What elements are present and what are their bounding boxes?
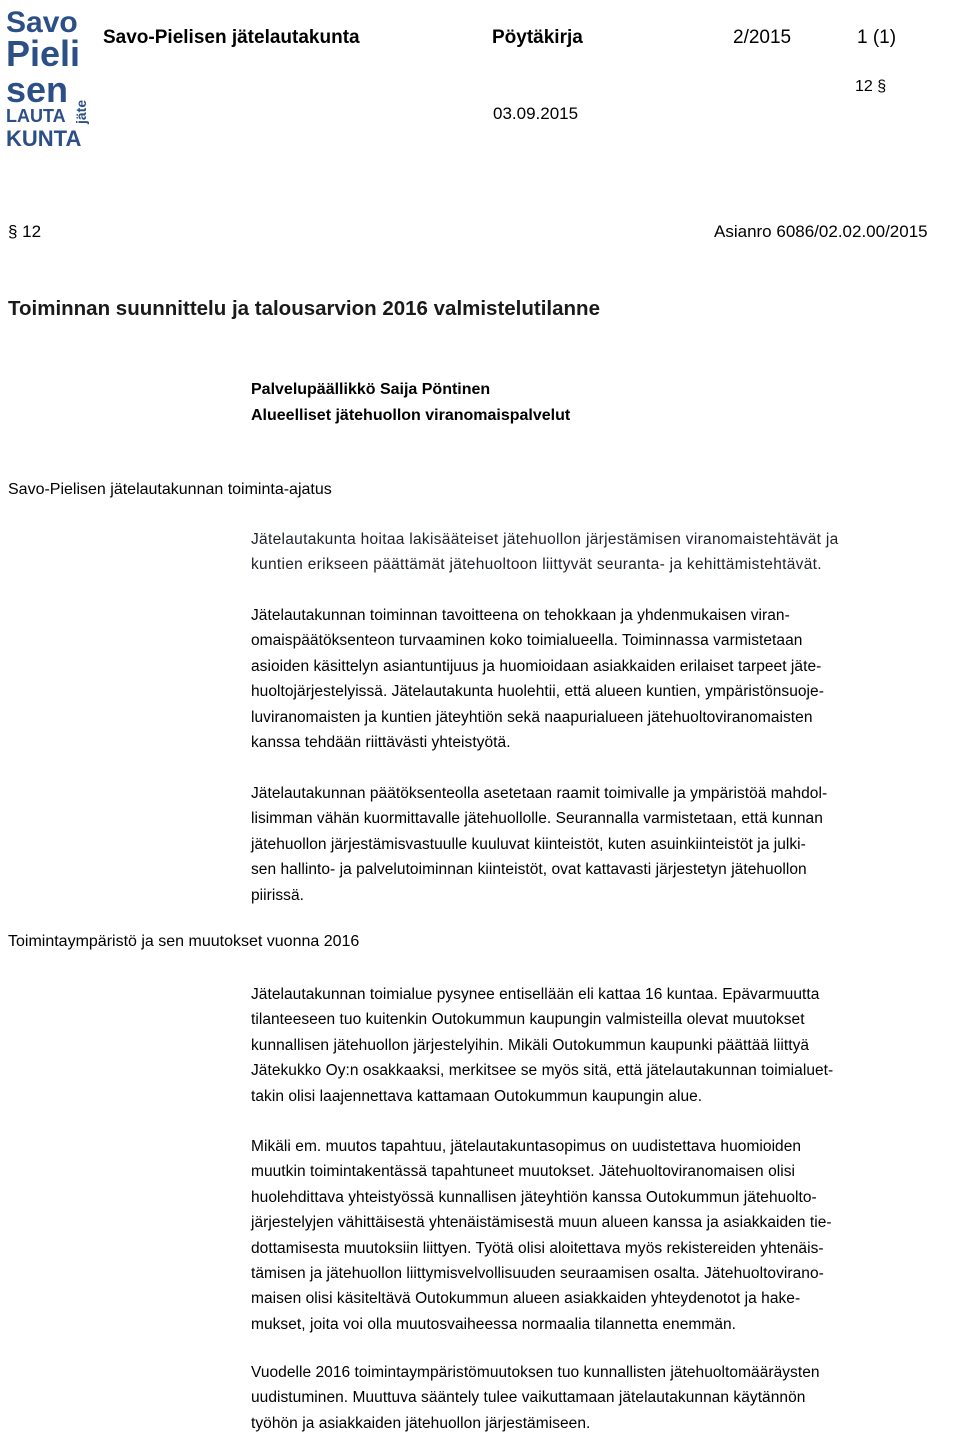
text-line: mukset, joita voi olla muutosvaiheessa normaalia tilannetta enemmän. xyxy=(251,1315,737,1333)
paragraph-mission-1 xyxy=(251,527,957,578)
text-line: kunnallisen jätehuollon järjestelyihin. Mikäli Outokummun kaupunki päättää liittyä xyxy=(251,1036,810,1054)
presenter-unit: Alueelliset jätehuollon viranomaispalvelut xyxy=(251,407,571,424)
text-line: muutkin toimintakentässä tapahtuneet muutokset. Jätehuoltoviranomaisen olisi xyxy=(251,1163,796,1181)
header-doc-type: Pöytäkirja xyxy=(492,27,583,48)
text-line: Jätelautakunnan päätöksenteolla asetetaan raamit toimivalle ja ympäristöä mahdol- xyxy=(251,785,828,802)
paragraph-environment-1 xyxy=(251,982,957,1109)
text-line: Jätekukko Oy:n osakkaaksi, merkitsee se myös sitä, että jätelautakunnan toimialuet- xyxy=(251,1062,834,1080)
text-line: kuntien erikseen päättämät jätehuoltoon liittyvät seuranta- ja kehittämistehtävät. xyxy=(251,556,822,574)
text-line: luviranomaisten ja kuntien jäteyhtiön sekä naapurialueen jätehuoltoviranomaisten xyxy=(251,708,813,726)
paragraph-mission-2 xyxy=(251,603,957,755)
text-line: sen hallinto- ja palvelutoiminnan kiinteistöt, ovat kattavasti järjestetyn jätehuollon xyxy=(251,861,807,879)
text-line: takin olisi laajennettava kattamaan Outokummun kaupungin alue. xyxy=(251,1087,703,1105)
text-line: tämisen ja jätehuollon liittymisvelvollisuuden seuraamisen osalta. Jätehuoltovirano- xyxy=(251,1265,824,1283)
logo-text-kunta: KUNTA xyxy=(6,126,82,148)
heading-mission: Savo-Pielisen jätelautakunnan toiminta-ajatus xyxy=(8,481,332,498)
header-doc-number: 2/2015 xyxy=(733,27,792,48)
text-line: Jätelautakunta hoitaa lakisääteiset jätehuollon järjestämisen viranomaistehtävät ja xyxy=(251,531,839,548)
text-line: omaispäätöksenteon turvaaminen koko toimialueella. Toiminnassa varmistetaan xyxy=(251,632,803,650)
heading-environment: Toimintaympäristö ja sen muutokset vuonna 2016 xyxy=(8,933,360,950)
header-section-number: 12 § xyxy=(855,78,887,95)
section-title: Toiminnan suunnittelu ja talousarvion 2016 valmistelutilanne xyxy=(8,297,600,320)
text-line: tilanteeseen tuo kuitenkin Outokummun kaupungin valmisteilla olevat muutokset xyxy=(251,1011,805,1029)
case-number: Asianro 6086/02.02.00/2015 xyxy=(714,222,928,241)
paragraph-environment-3 xyxy=(251,1360,957,1436)
logo-text-pieli: Pieli xyxy=(6,33,81,74)
text-line: Jätelautakunnan toimialue pysynee entisellään eli kattaa 16 kuntaa. Epävarmuutta xyxy=(251,986,820,1003)
text-line: lisimman vähän kuormittavalle jätehuollolle. Seurannalla varmistetaan, että kunnan xyxy=(251,810,823,828)
header-page: 1 (1) xyxy=(857,27,897,48)
logo-text-sen: sen xyxy=(6,69,69,110)
paragraph-environment-2 xyxy=(251,1134,957,1337)
text-line: Jätelautakunnan toiminnan tavoitteena on tehokkaan ja yhdenmukaisen viran- xyxy=(251,607,790,624)
section-number: § 12 xyxy=(8,222,42,241)
text-line: järjestelyjen vähittäisestä yhtenäistämisestä muun alueen kanssa ja asiakkaiden tie- xyxy=(251,1214,832,1232)
header-organization: Savo-Pielisen jätelautakunta xyxy=(103,27,360,48)
text-line: huolehdittava yhteistyössä kunnallisen jäteyhtiön kanssa Outokummun jätehuolto- xyxy=(251,1188,817,1206)
text-line: Mikäli em. muutos tapahtuu, jätelautakuntasopimus on uudistettava huomioiden xyxy=(251,1138,802,1155)
text-line: piirissä. xyxy=(251,886,304,904)
paragraph-mission-3 xyxy=(251,781,957,908)
text-line: työhön ja asiakkaiden jätehuollon järjestämiseen. xyxy=(251,1414,591,1432)
logo-text-lauta: LAUTA xyxy=(6,106,66,126)
text-line: Vuodelle 2016 toimintaympäristömuutoksen tuo kunnallisten jätehuoltomääräysten xyxy=(251,1364,820,1381)
text-line: uudistuminen. Muuttuva sääntely tulee vaikuttamaan jätelautakunnan käytännön xyxy=(251,1389,806,1407)
logo-text-savo: Savo xyxy=(6,6,78,39)
header-date: 03.09.2015 xyxy=(493,104,579,123)
logo-text-jate: jäte xyxy=(73,99,89,124)
presenter-name: Palvelupäällikkö Saija Pöntinen xyxy=(251,381,491,398)
text-line: jätehuollon järjestämisvastuulle kuuluvat kiinteistöt, kuten asuinkiinteistöt ja julki- xyxy=(251,835,806,853)
organization-logo xyxy=(6,6,90,148)
text-line: huoltojärjestelyissä. Jätelautakunta huolehtii, että alueen kuntien, ympäristönsuoje- xyxy=(251,683,824,701)
text-line: kanssa tehdään riittävästi yhteistyötä. xyxy=(251,734,511,752)
presenter xyxy=(251,377,570,429)
text-line: maisen olisi käsiteltävä Outokummun alueen asiakkaiden yhteydenotot ja hake- xyxy=(251,1290,801,1308)
text-line: dottamisesta muutoksiin liittyen. Työtä olisi aloitettava myös rekistereiden yhtenäis- xyxy=(251,1239,824,1257)
text-line: asioiden käsittelyn asiantuntijuus ja huomioidaan asiakkaiden erilaiset tarpeet jäte- xyxy=(251,657,822,675)
